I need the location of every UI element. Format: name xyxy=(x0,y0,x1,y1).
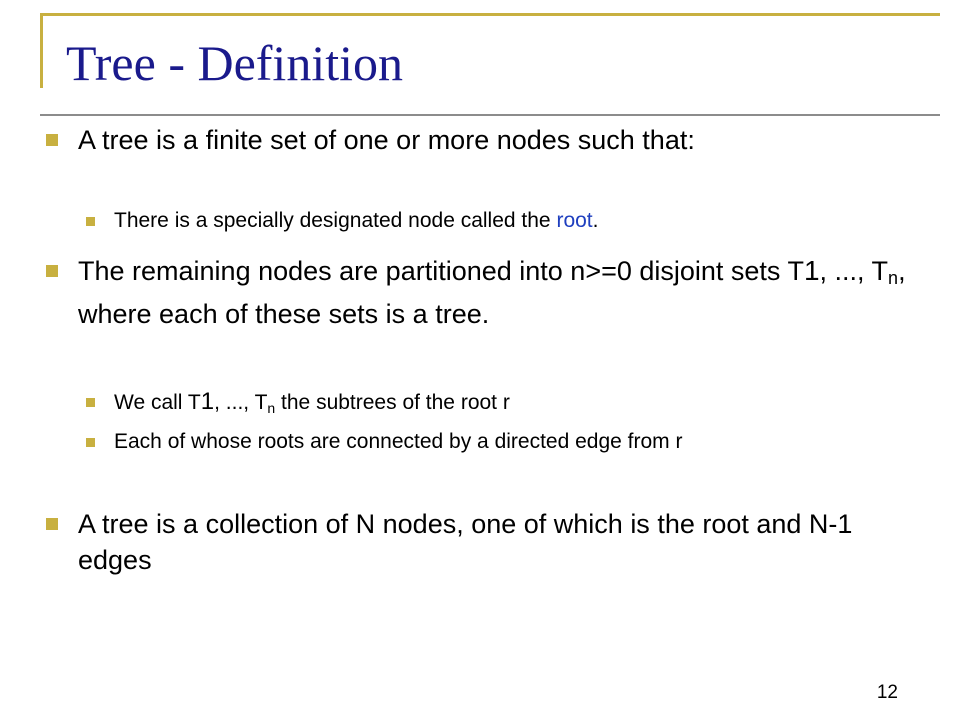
square-bullet-icon xyxy=(86,217,95,226)
title-divider xyxy=(40,114,940,116)
subscript-n: n xyxy=(888,268,899,288)
root-term: root xyxy=(556,209,593,232)
text-segment: , ..., T xyxy=(819,256,889,286)
subscript-n: n xyxy=(267,400,276,416)
bullet-text: A tree is a collection of N nodes, one of which is the root and N-1 edges xyxy=(78,509,853,575)
square-bullet-icon xyxy=(86,438,95,447)
sub-bullet-text xyxy=(114,207,904,235)
square-bullet-icon xyxy=(86,398,95,407)
frame-top-line xyxy=(40,13,940,16)
text-segment: We call T xyxy=(114,391,201,414)
page-number: 12 xyxy=(876,682,898,703)
slide-title: Tree - Definition xyxy=(66,35,403,91)
square-bullet-icon xyxy=(46,518,58,530)
bullet-text: A tree is a finite set of one or more nodes such that: xyxy=(78,125,695,155)
frame-left-line xyxy=(40,13,43,88)
text-segment: The remaining nodes are partitioned into n>=0 disjoint sets T xyxy=(78,256,804,286)
sub-bullet-text: Each of whose roots are connected by a directed edge from r xyxy=(114,430,683,453)
square-bullet-icon xyxy=(46,265,58,277)
text-segment: , ..., T xyxy=(214,391,268,414)
bullet-text xyxy=(78,253,918,332)
text-segment: There is a specially designated node called the xyxy=(114,209,557,232)
square-bullet-icon xyxy=(46,134,58,146)
text-segment: . xyxy=(592,209,599,232)
text-segment: , where each of these sets is a tree. xyxy=(78,256,906,329)
sub-bullet-text xyxy=(114,388,904,422)
text-segment: the subtrees of the root r xyxy=(275,391,510,414)
subscript-one: 1 xyxy=(803,255,820,286)
subscript-one: 1 xyxy=(200,388,215,415)
